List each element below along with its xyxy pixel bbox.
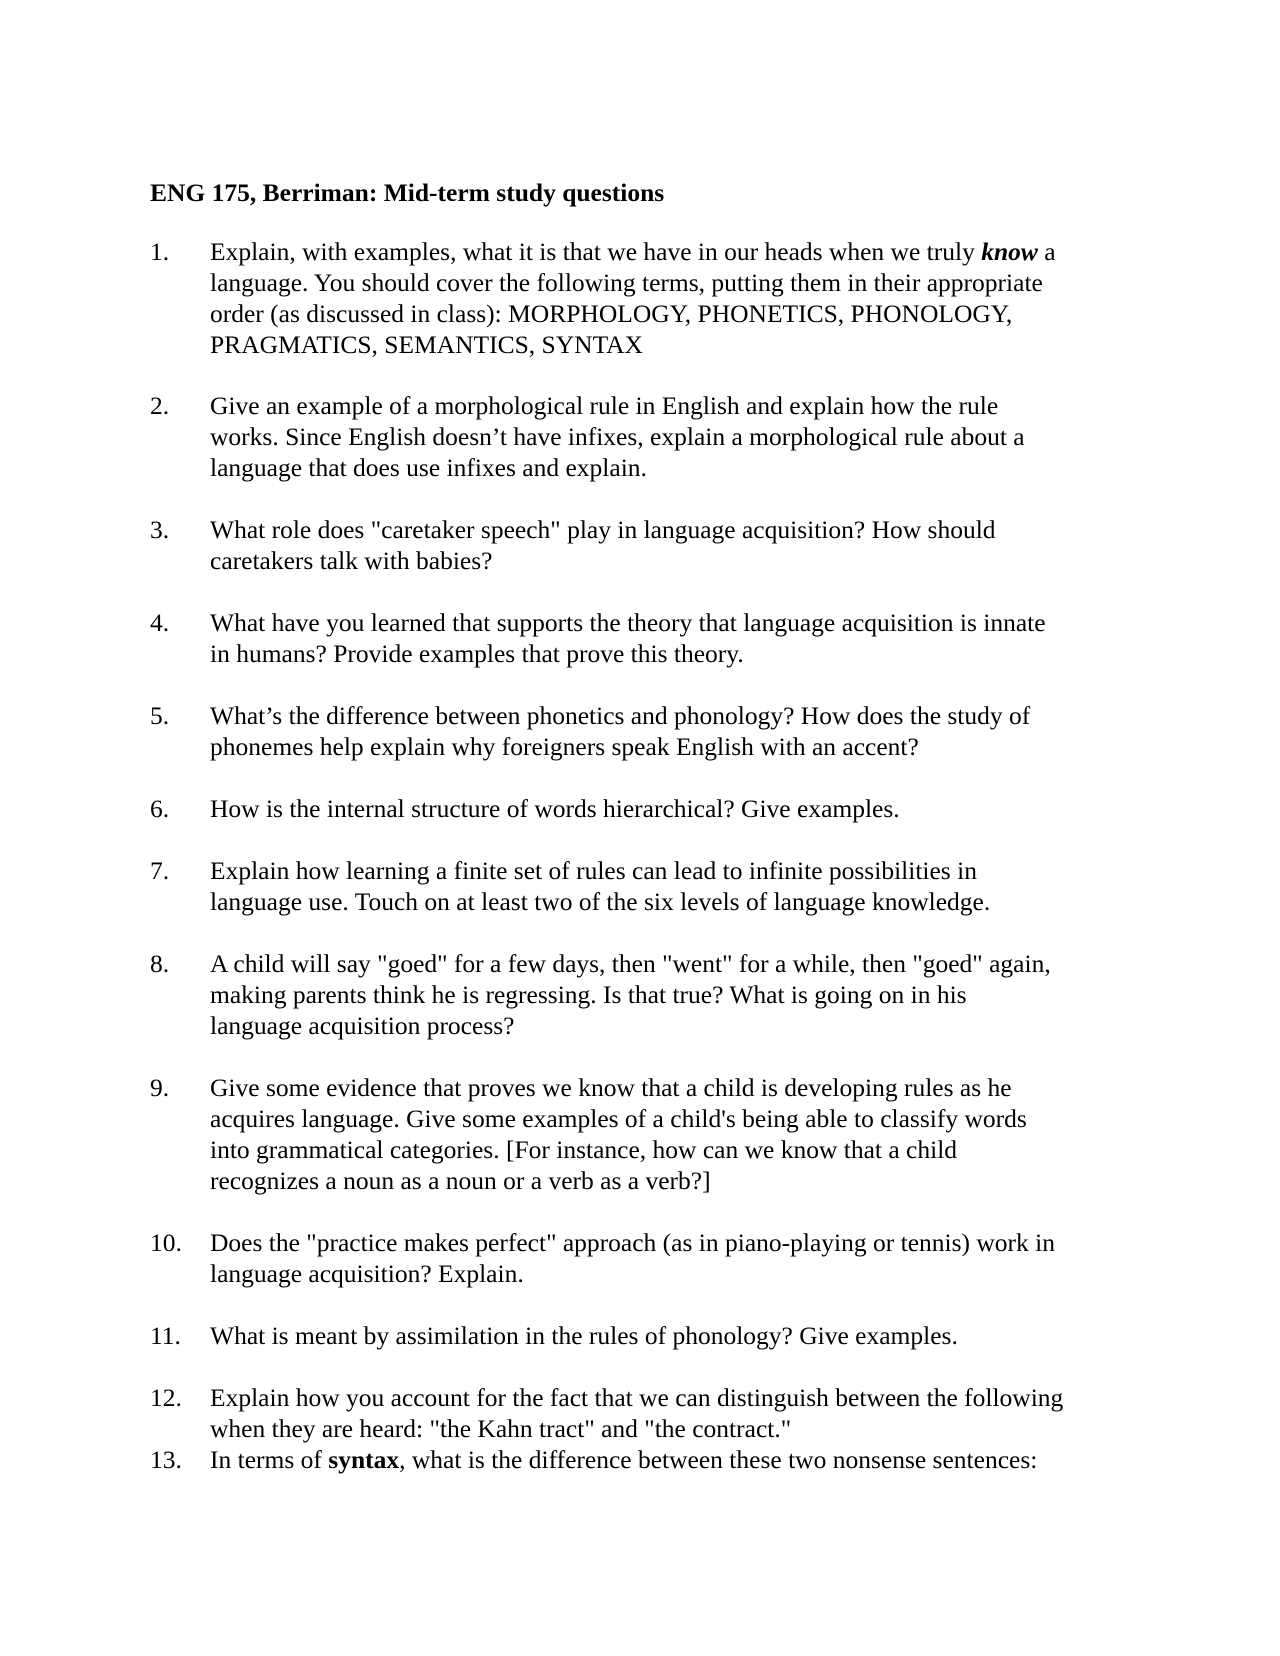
question-text — [210, 700, 1130, 762]
question-line: PRAGMATICS, SEMANTICS, SYNTAX — [210, 330, 643, 359]
question-text — [210, 1320, 1130, 1351]
question-number: 8. — [150, 949, 170, 978]
question-line: recognizes a noun as a noun or a verb as a verb?] — [210, 1166, 711, 1195]
question-line: Explain how you account for the fact that we can distinguish between the following — [210, 1383, 1064, 1412]
question-number: 11. — [150, 1321, 181, 1350]
question-number: 12. — [150, 1383, 182, 1412]
question-number: 7. — [150, 856, 170, 885]
question-line: into grammatical categories. [For instance, how can we know that a child — [210, 1135, 958, 1164]
question-line: caretakers talk with babies? — [210, 546, 493, 575]
question-line: works. Since English doesn’t have infixes, explain a morphological rule about a — [210, 422, 1025, 451]
question-text — [210, 948, 1130, 1041]
question-text — [210, 855, 1130, 917]
question-text — [210, 514, 1130, 576]
question-line: language that does use infixes and explain. — [210, 453, 647, 482]
question-line: language use. Touch on at least two of the six levels of language knowledge. — [210, 887, 991, 916]
question-line: Does the "practice makes perfect" approach (as in piano-playing or tennis) work in — [210, 1228, 1056, 1257]
question-line: language acquisition process? — [210, 1011, 515, 1040]
question-line: phonemes help explain why foreigners speak English with an accent? — [210, 732, 919, 761]
question-line: making parents think he is regressing. Is that true? What is going on in his — [210, 980, 967, 1009]
question-line: Explain, with examples, what it is that we have in our heads when we truly know a — [210, 237, 1056, 266]
question-line: What role does "caretaker speech" play in language acquisition? How should — [210, 515, 996, 544]
question-line: in humans? Provide examples that prove this theory. — [210, 639, 744, 668]
question-text — [210, 607, 1130, 669]
question-text — [210, 1382, 1130, 1444]
question-number: 5. — [150, 701, 170, 730]
question-line: Give some evidence that proves we know that a child is developing rules as he — [210, 1073, 1012, 1102]
question-text — [210, 793, 1130, 824]
question-text — [210, 1227, 1130, 1289]
question-text — [210, 1072, 1130, 1196]
question-number: 1. — [150, 237, 170, 266]
question-number: 3. — [150, 515, 170, 544]
question-line: What have you learned that supports the theory that language acquisition is innate — [210, 608, 1046, 637]
question-line: What is meant by assimilation in the rules of phonology? Give examples. — [210, 1321, 958, 1350]
question-number: 6. — [150, 794, 170, 823]
question-text — [210, 1444, 1130, 1475]
question-line: A child will say "goed" for a few days, then "went" for a while, then "goed" again, — [210, 949, 1051, 978]
question-number: 4. — [150, 608, 170, 637]
question-line: How is the internal structure of words hierarchical? Give examples. — [210, 794, 900, 823]
question-line: What’s the difference between phonetics and phonology? How does the study of — [210, 701, 1031, 730]
emphasis-syntax: syntax — [328, 1445, 400, 1474]
question-line: Explain how learning a finite set of rules can lead to infinite possibilities in — [210, 856, 977, 885]
question-line: acquires language. Give some examples of a child's being able to classify words — [210, 1104, 1027, 1133]
question-text — [210, 390, 1130, 483]
question-number: 10. — [150, 1228, 182, 1257]
document-title: ENG 175, Berriman: Mid-term study questions — [150, 178, 665, 207]
emphasis-know: know — [981, 237, 1038, 266]
question-line: In terms of syntax, what is the difference between these two nonsense sentences: — [210, 1445, 1038, 1474]
question-line: Give an example of a morphological rule in English and explain how the rule — [210, 391, 999, 420]
question-line: language. You should cover the following terms, putting them in their appropriate — [210, 268, 1043, 297]
question-number: 13. — [150, 1445, 182, 1474]
question-line: order (as discussed in class): MORPHOLOGY, PHONETICS, PHONOLOGY, — [210, 299, 1013, 328]
question-number: 2. — [150, 391, 170, 420]
question-line: language acquisition? Explain. — [210, 1259, 524, 1288]
question-number: 9. — [150, 1073, 170, 1102]
question-text — [210, 236, 1130, 360]
question-line: when they are heard: "the Kahn tract" and "the contract." — [210, 1414, 792, 1443]
